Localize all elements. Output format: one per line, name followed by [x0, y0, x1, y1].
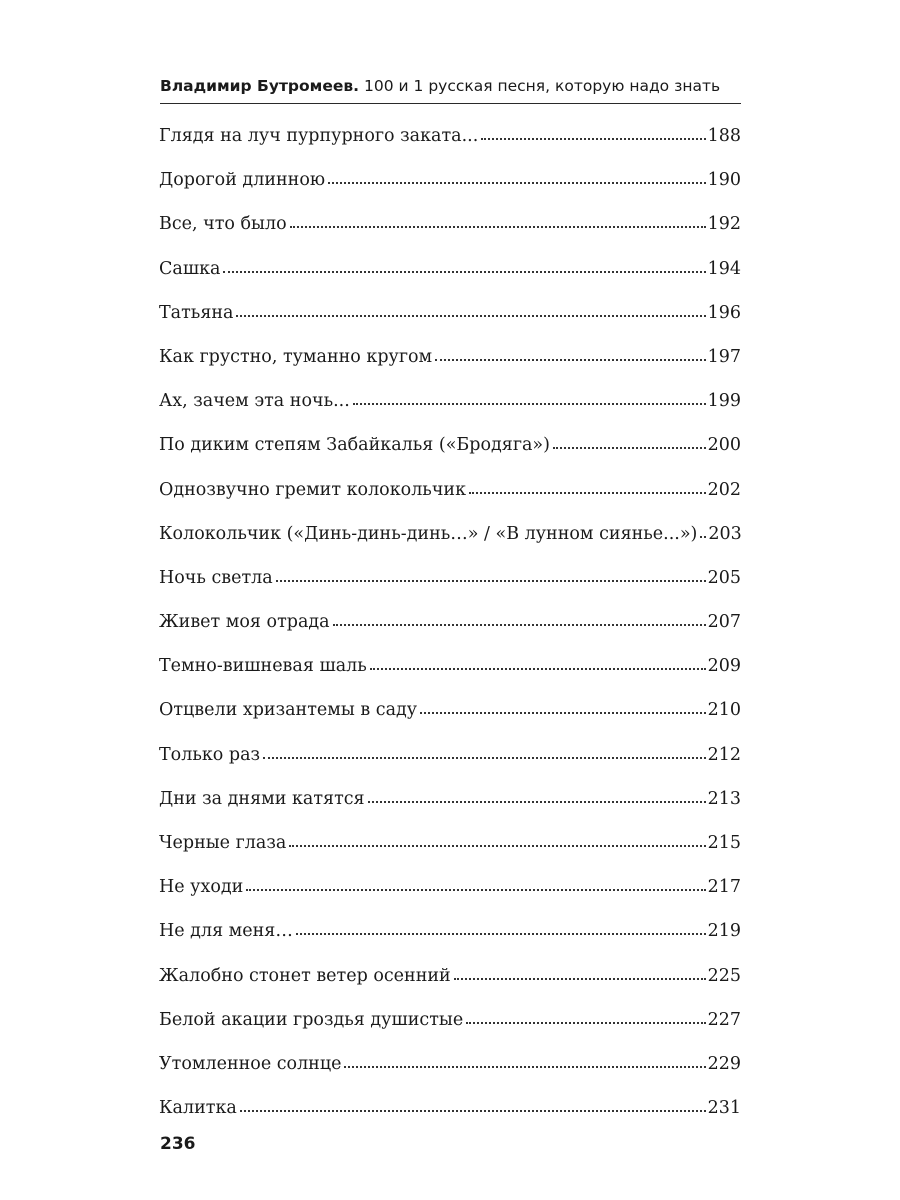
toc-entry	[159, 423, 741, 467]
toc-entry-title: Не для меня…	[159, 921, 293, 942]
toc-entry-page: 209	[707, 656, 741, 677]
toc-entry-title: Не уходи	[159, 877, 244, 898]
toc-entry-title: По диким степям Забайкалья («Бродяга»)	[159, 435, 550, 456]
toc-entry	[159, 512, 741, 556]
toc-entry-page: 199	[707, 391, 741, 412]
toc-entry-title: Дорогой длинною	[159, 170, 326, 191]
toc-entry-page: 192	[707, 214, 741, 235]
dot-leader	[368, 801, 706, 803]
toc-entry-title: Живет моя отрада	[159, 612, 330, 633]
toc-entry-title: Сашка	[159, 258, 221, 279]
toc-entry-title: Черные глаза	[159, 833, 287, 853]
header-divider	[160, 103, 741, 104]
toc-entry-title: Ночь светла	[159, 567, 273, 588]
toc-entry-page: 225	[707, 965, 741, 986]
toc-entry	[159, 247, 741, 291]
dot-leader	[420, 712, 706, 714]
dot-leader	[353, 403, 706, 405]
dot-leader	[328, 182, 706, 184]
toc-entry-page: 188	[707, 126, 741, 146]
dot-leader	[246, 889, 705, 891]
toc-entry-page: 197	[707, 346, 741, 367]
toc-entry	[159, 202, 741, 246]
toc-entry	[159, 379, 741, 423]
toc-entry-title: Татьяна	[159, 302, 234, 323]
toc-entry	[159, 688, 741, 732]
toc-entry-page: 219	[707, 921, 741, 942]
toc-entry	[159, 468, 741, 512]
dot-leader	[469, 492, 706, 494]
page-number: 236	[160, 1134, 196, 1154]
toc-entry	[159, 291, 741, 335]
toc-entry-title: Белой акации гроздья душистые	[159, 1009, 464, 1030]
toc-entry-title: Все, что было	[159, 214, 287, 235]
toc-entry-page: 212	[707, 744, 741, 765]
dot-leader	[700, 536, 706, 538]
dot-leader	[553, 447, 706, 449]
toc-entry	[159, 777, 741, 821]
toc-entry-title: Однозвучно гремит колокольчик	[159, 479, 467, 500]
toc-entry	[159, 644, 741, 688]
dot-leader	[296, 933, 706, 935]
header-author: Владимир Бутромеев.	[160, 77, 360, 95]
table-of-contents	[159, 114, 741, 1130]
toc-entry-page: 215	[707, 833, 741, 853]
toc-entry-page: 217	[707, 877, 741, 898]
toc-entry-title: Калитка	[159, 1098, 237, 1119]
toc-entry-title: Глядя на луч пурпурного заката...	[159, 126, 479, 146]
toc-entry-page: 196	[707, 302, 741, 323]
toc-entry	[159, 954, 741, 998]
toc-entry-page: 207	[707, 612, 741, 633]
toc-entry-page: 227	[707, 1009, 741, 1030]
toc-entry-page: 194	[707, 258, 741, 279]
toc-entry	[159, 733, 741, 777]
running-header	[160, 74, 740, 98]
toc-entry	[159, 1086, 741, 1130]
toc-entry-title: Колокольчик («Динь-динь-динь…» / «В лунном сиянье...»)	[159, 523, 698, 544]
dot-leader	[481, 138, 705, 140]
dot-leader	[236, 315, 705, 317]
dot-leader	[276, 580, 706, 582]
toc-entry	[159, 600, 741, 644]
toc-entry	[159, 821, 741, 865]
dot-leader	[344, 1066, 705, 1068]
dot-leader	[290, 226, 706, 228]
dot-leader	[435, 359, 705, 361]
toc-entry-title: Темно-вишневая шаль	[159, 656, 367, 677]
toc-entry-title: Отцвели хризантемы в саду	[159, 700, 418, 721]
toc-entry-page: 229	[707, 1053, 741, 1074]
toc-entry-title: Как грустно, туманно кругом	[159, 346, 433, 367]
toc-entry	[159, 909, 741, 953]
toc-entry-title: Ах, зачем эта ночь...	[159, 391, 350, 412]
dot-leader	[240, 1110, 706, 1112]
toc-entry-page: 210	[707, 700, 741, 721]
toc-entry	[159, 865, 741, 909]
dot-leader	[370, 668, 706, 670]
toc-entry-page: 205	[707, 567, 741, 588]
toc-entry-page: 231	[707, 1098, 741, 1119]
toc-entry	[159, 1042, 741, 1086]
toc-entry-title: Дни за днями катятся	[159, 788, 365, 809]
dot-leader	[289, 845, 705, 847]
toc-entry	[159, 114, 741, 158]
toc-entry-title: Только раз	[159, 744, 261, 765]
dot-leader	[223, 271, 705, 273]
toc-entry	[159, 335, 741, 379]
dot-leader	[333, 624, 706, 626]
toc-entry-title: Утомленное солнце	[159, 1053, 342, 1074]
dot-leader	[263, 757, 706, 759]
toc-entry	[159, 998, 741, 1042]
toc-entry-page: 200	[707, 435, 741, 456]
header-book-title: 100 и 1 русская песня, которую надо знать	[364, 77, 721, 95]
toc-entry-title: Жалобно стонет ветер осенний	[159, 965, 451, 986]
toc-entry-page: 213	[707, 788, 741, 809]
toc-entry	[159, 158, 741, 202]
toc-entry-page: 203	[708, 523, 742, 544]
toc-entry	[159, 556, 741, 600]
toc-entry-page: 190	[707, 170, 741, 191]
dot-leader	[466, 1022, 705, 1024]
dot-leader	[454, 978, 706, 980]
toc-entry-page: 202	[707, 479, 741, 500]
